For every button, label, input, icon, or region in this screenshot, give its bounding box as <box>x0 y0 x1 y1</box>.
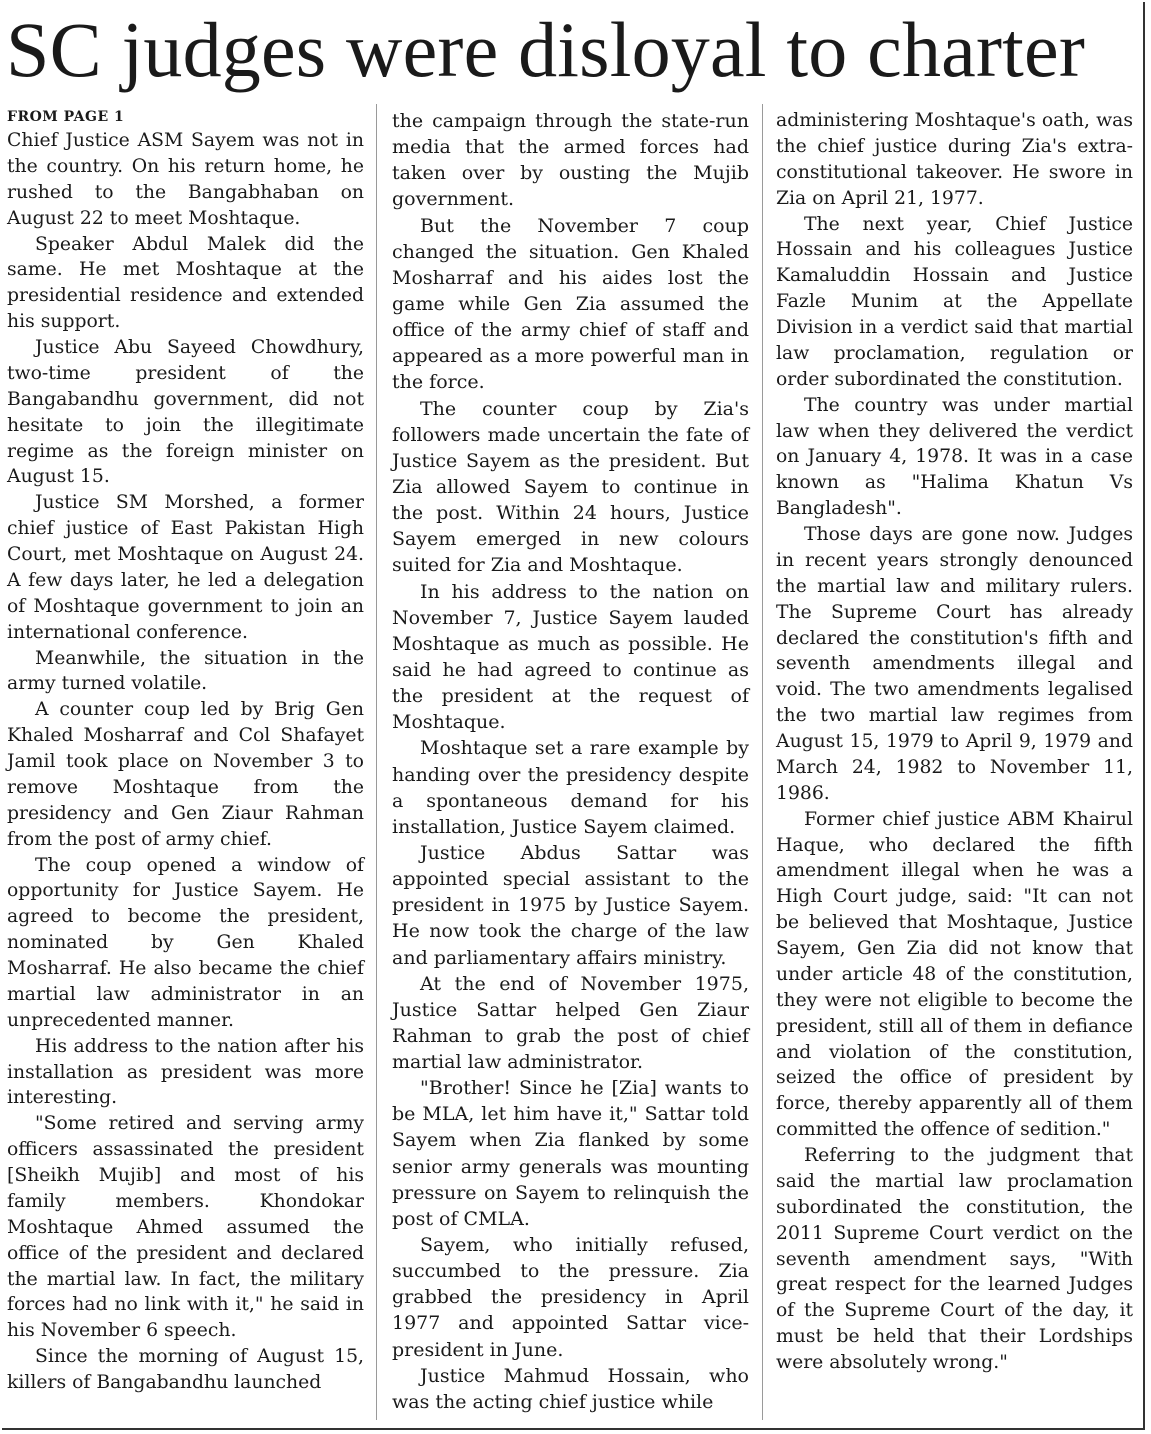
paragraph: A counter coup led by Brig Gen Khaled Mosharraf and Col Shafayet Jamil took place on November 3 to remove Moshtaque from the presidency and Gen Ziaur Rahman from the post of army chief. <box>7 699 364 850</box>
paragraph: Referring to the judgment that said the martial law proclamation subordinated the constitution, the 2011 Supreme Court verdict on the seventh amendment says, "With great respect for the learned Judges of the Supreme Court of the day, it must be held that their Lordships were absolutely wrong." <box>776 1145 1133 1373</box>
paragraph: Justice Abu Sayeed Chowdhury, two-time president of the Bangabandhu government, did not hesitate to join the illegitimate regime as the foreign minister on August 15. <box>7 337 364 488</box>
paragraph: The country was under martial law when they delivered the verdict on January 4, 1978. It was in a case known as "Halima Khatun Vs Bangladesh". <box>776 394 1133 520</box>
paragraph: Those days are gone now. Judges in recent years strongly denounced the martial law and military rulers. The Supreme Court has already declared the constitution's fifth and seventh amendments illegal and void. The two amendments legalised the two martial law regimes from August 15, 1979 to April 9, 1979 and March 24, 1982 to November 11, 1986. <box>776 524 1133 804</box>
article-column-1 <box>7 108 364 1396</box>
paragraph: The counter coup by Zia's followers made uncertain the fate of Justice Sayem as the president. But Zia allowed Sayem to continue in the post. Within 24 hours, Justice Sayem emerged in new colours suited for Zia and Moshtaque. <box>392 397 749 577</box>
paragraph: Speaker Abdul Malek did the same. He met Moshtaque at the presidential residence and extended his support. <box>7 233 364 333</box>
paragraph: The next year, Chief Justice Hossain and his colleagues Justice Kamaluddin Hossain and Justice Fazle Munim at the Appellate Division in a verdict said that martial law proclamation, regulation or order subordinated the constitution. <box>776 213 1133 390</box>
paragraph: administering Moshtaque's oath, was the chief justice during Zia's extra-constitutional takeover. He swore in Zia on April 21, 1977. <box>776 110 1133 209</box>
paragraph: Justice Abdus Sattar was appointed special assistant to the president in 1975 by Justice Sayem. He now took the charge of the law and parliamentary affairs ministry. <box>392 841 749 969</box>
paragraph: Chief Justice ASM Sayem was not in the country. On his return home, he rushed to the Bangabhaban on August 22 to meet Moshtaque. <box>7 130 364 229</box>
headline: SC judges were disloyal to charter <box>6 6 1086 93</box>
paragraph: Justice SM Morshed, a former chief justice of East Pakistan High Court, met Moshtaque on August 24. A few days later, he led a delegation of Moshtaque government to join an international conference. <box>7 492 364 643</box>
column-rule <box>376 104 377 1420</box>
paragraph: But the November 7 coup changed the situation. Gen Khaled Mosharraf and his aides lost the game while Gen Zia assumed the office of the army chief of staff and appeared as a more powerful man in the force. <box>392 214 749 394</box>
paragraph: Since the morning of August 15, killers of Bangabandhu launched <box>7 1346 364 1393</box>
paragraph: "Some retired and serving army officers assassinated the president [Sheikh Mujib] and most of his family members. Khondokar Moshtaque Ahmed assumed the office of the president and declared the martial law. In fact, the military forces had no link with it," he said in his November 6 speech. <box>7 1113 364 1342</box>
article-column-2 <box>392 108 749 1415</box>
paragraph: His address to the nation after his installation as president was more interesting. <box>7 1035 364 1109</box>
paragraph: Moshtaque set a rare example by handing over the presidency despite a spontaneous demand for his installation, Justice Sayem claimed. <box>392 737 749 838</box>
paragraph: Meanwhile, the situation in the army turned volatile. <box>7 647 364 695</box>
paragraph: Justice Mahmud Hossain, who was the acting chief justice while <box>392 1364 749 1413</box>
jump-label: FROM PAGE 1 <box>7 109 125 125</box>
paragraph: The coup opened a window of opportunity for Justice Sayem. He agreed to become the president, nominated by Gen Khaled Mosharraf. He also became the chief martial law administrator in an unprecedented manner. <box>7 854 364 1031</box>
paragraph: In his address to the nation on November 7, Justice Sayem lauded Moshtaque as much as possible. He said he had agreed to continue as the president at the request of Moshtaque. <box>392 580 749 734</box>
article-column-3 <box>776 108 1133 1376</box>
column-rule <box>762 104 763 1420</box>
paragraph: Sayem, who initially refused, succumbed to the pressure. Zia grabbed the presidency in April 1977 and appointed Sattar vice-president in June. <box>392 1234 749 1361</box>
paragraph: Former chief justice ABM Khairul Haque, who declared the fifth amendment illegal when he was a High Court judge, said: "It can not be believed that Moshtaque, Justice Sayem, Gen Zia did not know that under article 48 of the constitution, they were not eligible to become the president, still all of them in defiance and violation of the constitution, seized the office of president by force, thereby apparently all of them committed the offence of sedition." <box>776 808 1133 1141</box>
paragraph: the campaign through the state-run media that the armed forces had taken over by ousting the Mujib government. <box>392 110 749 211</box>
paragraph: At the end of November 1975, Justice Sattar helped Gen Ziaur Rahman to grab the post of chief martial law administrator. <box>392 972 749 1074</box>
paragraph: "Brother! Since he [Zia] wants to be MLA, let him have it," Sattar told Sayem when Zia flanked by some senior army generals was mounting pressure on Sayem to relinquish the post of CMLA. <box>392 1077 749 1230</box>
